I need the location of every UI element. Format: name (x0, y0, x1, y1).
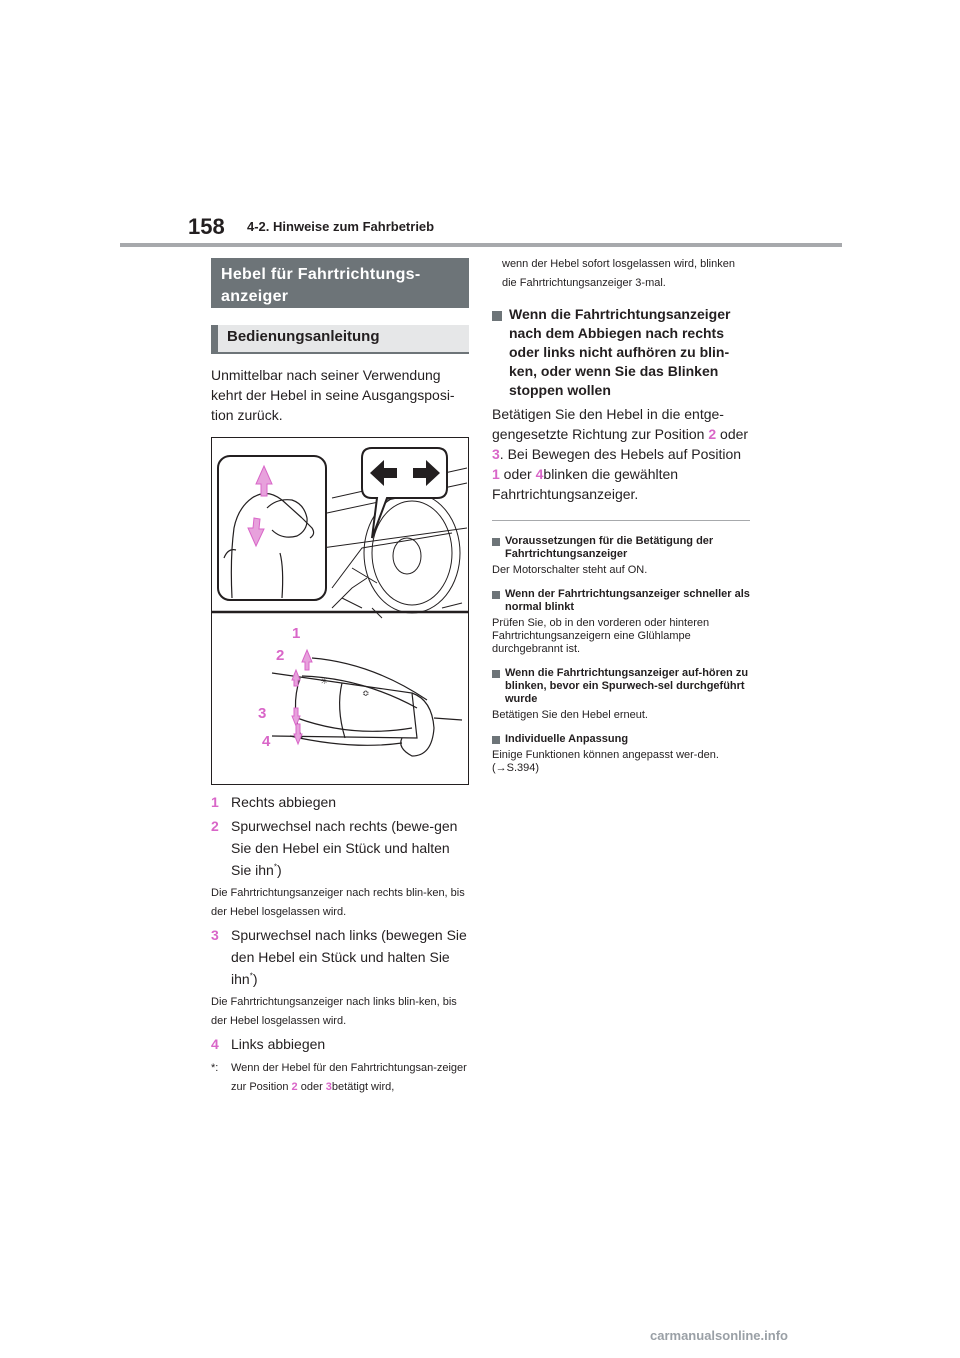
footnote-continuation: wenn der Hebel sofort losgelassen wird, blinken die Fahrtrichtungsanzeiger 3-mal. (502, 258, 735, 289)
item-number: 4 (211, 1036, 219, 1052)
section-divider (492, 520, 750, 521)
intro-text: Unmittelbar nach seiner Verwendung kehrt der Hebel in seine Ausgangsposi-tion zurück. (211, 367, 455, 423)
footnote (211, 1059, 469, 1097)
section-label: 4-2. Hinweise zum Fahrbetrieb (247, 219, 435, 234)
header-rule (120, 243, 842, 247)
footnote-marker: * (273, 862, 277, 872)
item-text (231, 815, 469, 881)
left-column (211, 258, 469, 1097)
footnote-mark: *: (211, 1062, 219, 1074)
item-text-main: Spurwechsel nach rechts (bewe-gen Sie den Hebel ein Stück und halten Sie ihn (231, 818, 458, 878)
square-bullet-icon (492, 311, 502, 321)
item-text (231, 924, 469, 990)
item-number: 1 (211, 794, 219, 810)
info-body: Prüfen Sie, ob in den vorderen oder hinteren Fahrtrichtungsanzeigern eine Glühlampe durchgebrannt ist. (492, 617, 710, 655)
figure-label-3: 3 (258, 705, 267, 722)
info-heading-text: Individuelle Anpassung (505, 733, 629, 745)
position-1-arrow (302, 650, 312, 670)
position-4-arrow (294, 724, 302, 744)
item-number: 3 (211, 927, 219, 943)
lever-drawing (272, 658, 462, 756)
footnote-number: 2 (291, 1081, 298, 1093)
list-item (211, 815, 469, 881)
lever-illustration-svg (212, 438, 469, 785)
subsection-title: Bedienungsanleitung (211, 325, 469, 354)
position-number: 4 (535, 466, 544, 482)
square-bullet-icon (492, 591, 500, 599)
position-number: 1 (492, 466, 500, 482)
section-title: Hebel für Fahrtrichtungs-anzeiger (211, 258, 469, 308)
square-bullet-icon (492, 670, 500, 678)
info-body: Betätigen Sie den Hebel erneut. (492, 709, 648, 721)
item-text: Rechts abbiegen (231, 794, 337, 810)
info-heading (492, 667, 752, 706)
item-text: Links abbiegen (231, 1036, 326, 1052)
item-note: Die Fahrtrichtungsanzeiger nach rechts blin-ken, bis der Hebel losgelassen wird. (211, 887, 465, 918)
figure-label-2: 2 (276, 647, 285, 664)
list-item (211, 1033, 469, 1055)
info-heading (492, 535, 752, 561)
position-number: 3 (492, 446, 500, 462)
page-number: 158 (188, 214, 225, 239)
topic-heading-text: Wenn die Fahrtrichtungsanzeiger nach dem Abbiegen nach rechts oder links nicht aufhören zu blin-ken, oder wenn Sie das Blinken stoppen wollen (509, 306, 731, 398)
footnote-marker: * (249, 971, 253, 981)
info-heading (492, 733, 752, 746)
position-3-arrow (292, 708, 300, 726)
callout-bubble (362, 448, 447, 538)
watermark-footer: carmanualsonline.info (650, 1328, 788, 1343)
item-text-end: ) (276, 862, 282, 878)
info-heading-text: Wenn der Fahrtrichtungsanzeiger schneller als normal blinkt (505, 588, 750, 613)
body-part: blinken die gewählten Fahrtrichtungsanzeiger. (492, 466, 679, 502)
topic-heading (492, 305, 752, 400)
item-number: 2 (211, 818, 219, 834)
body-part: . Bei Bewegen des Hebels auf Position (499, 446, 742, 462)
list-item (211, 791, 469, 813)
item-note: Die Fahrtrichtungsanzeiger nach links blin-ken, bis der Hebel losgelassen wird. (211, 996, 457, 1027)
list-item (211, 924, 469, 990)
right-column (492, 255, 752, 775)
item-text-end: ) (252, 971, 258, 987)
info-heading-text: Voraussetzungen für die Betätigung der Fahrtrichtungsanzeiger (505, 535, 714, 560)
fog-symbol-icon: ≎ (362, 689, 370, 699)
info-body: Der Motorschalter steht auf ON. (492, 564, 648, 576)
square-bullet-icon (492, 538, 500, 546)
body-part: Betätigen Sie den Hebel in die entge-gengesetzte Richtung zur Position (492, 406, 724, 442)
square-bullet-icon (492, 736, 500, 744)
info-heading (492, 588, 752, 614)
figure-label-4: 4 (262, 733, 271, 750)
footnote-number: 3 (325, 1081, 332, 1093)
lever-illustration (211, 437, 469, 785)
footnote-text (231, 1059, 469, 1097)
position-number: 2 (708, 426, 717, 442)
body-part: oder (499, 466, 536, 482)
light-symbol-icon: ☼ (320, 677, 329, 687)
body-part: oder (716, 426, 749, 442)
footnote-part: oder (297, 1081, 326, 1093)
info-body: Einige Funktionen können angepasst wer-den. (→S.394) (492, 749, 719, 774)
topic-body (492, 404, 752, 504)
item-text-main: Spurwechsel nach links (bewegen Sie den Hebel ein Stück und halten Sie ihn (231, 927, 467, 987)
figure-label-1: 1 (292, 625, 301, 642)
info-heading-text: Wenn die Fahrtrichtungsanzeiger auf-hören zu blinken, bevor ein Spurwech-sel durchgeführt wurde (505, 667, 749, 705)
footnote-part: Wenn der Hebel für den Fahrtrichtungsan-zeiger zur Position (231, 1062, 467, 1093)
footnote-part: betätigt wird, (331, 1081, 395, 1093)
